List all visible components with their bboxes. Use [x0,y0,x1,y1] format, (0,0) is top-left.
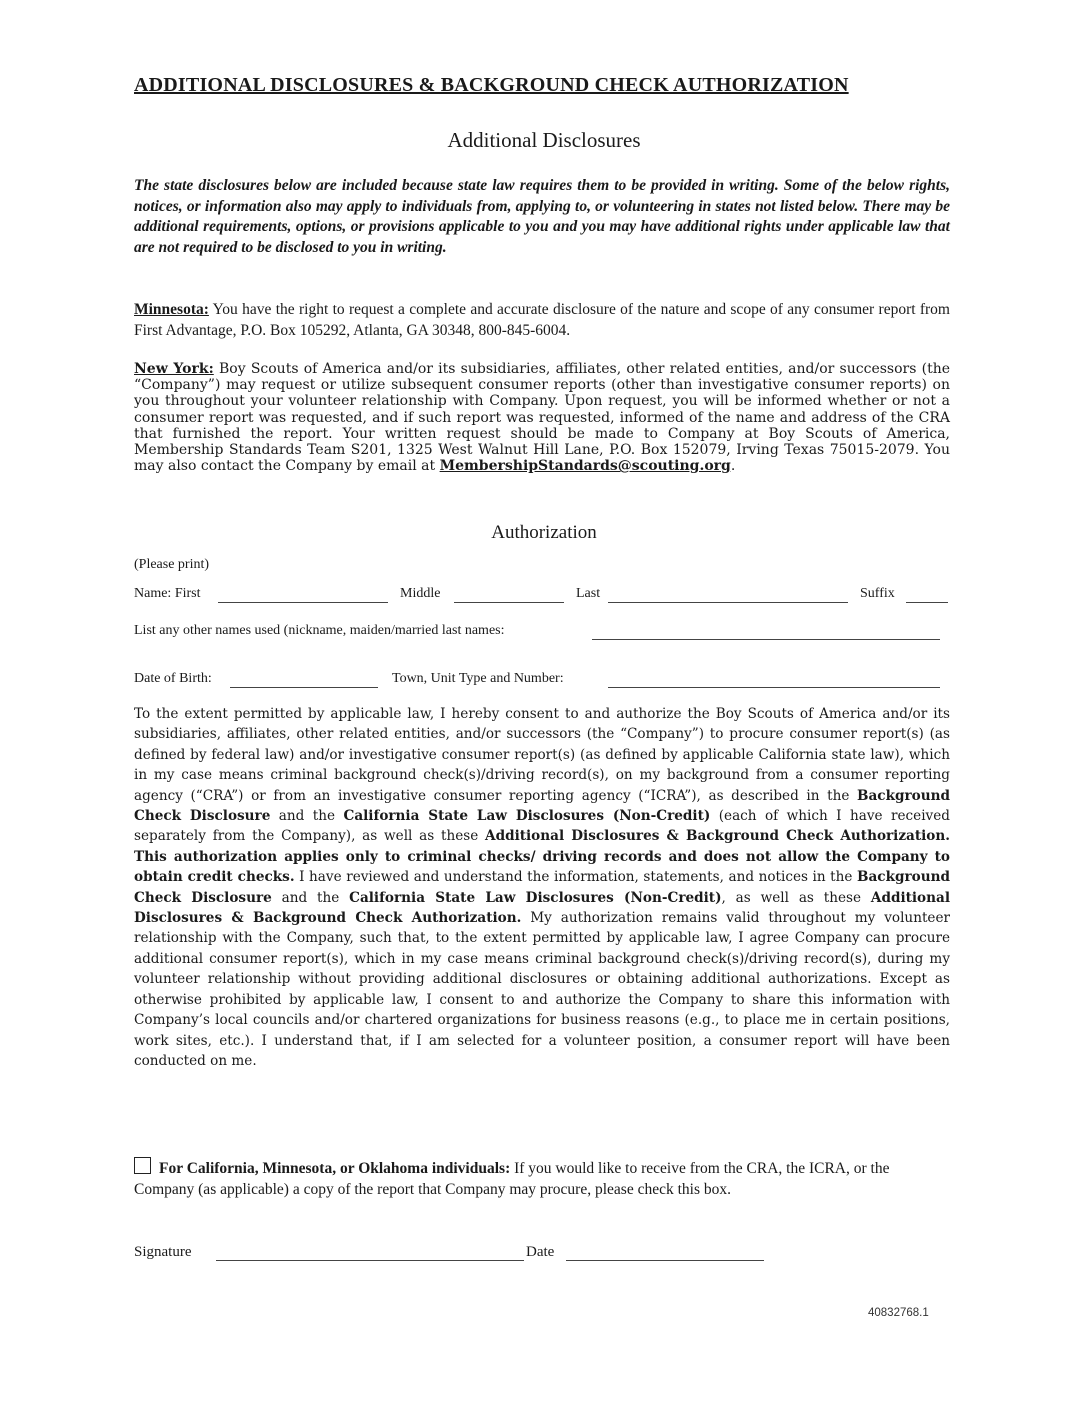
other-names-label: List any other names used (nickname, maiden/married last names: [134,623,505,638]
please-print-row [134,555,950,579]
new-york-end: . [730,458,736,475]
dob-label: Date of Birth: [134,671,212,686]
authorization-heading: Authorization [491,522,597,543]
consent-paragraph [134,704,950,1071]
document-id: 40832768.1 [868,1307,929,1319]
consent-bold-7: Additional Disclosures & Background Check Authorization. [134,889,950,927]
first-name-field[interactable] [218,586,388,603]
town-unit-label: Town, Unit Type and Number: [392,671,564,686]
disclosures-heading: Additional Disclosures [447,128,641,152]
dob-field[interactable] [230,671,378,688]
other-names-field[interactable] [592,623,940,640]
date-label: Date [526,1244,555,1260]
middle-name-label: Middle [400,586,441,601]
consent-text-5: I have reviewed and understand the information, statements, and notices in the [294,869,857,886]
consent-text-3: (each of which I have received separately from the Company), as well as these [134,808,950,845]
signature-row [134,1242,834,1266]
consent-bold-5: Background Check Disclosure [134,869,950,906]
document-title: ADDITIONAL DISCLOSURES & BACKGROUND CHECK AUTHORIZATION [134,74,849,96]
report-copy-checkbox[interactable] [134,1157,151,1174]
consent-bold-6: California State Law Disclosures (Non-Credit) [349,889,722,906]
checkbox-text: If you would like to receive from the CRA, the ICRA, or the Company (as applicable) a copy of the report that Company may procure, please check this box. [134,1160,890,1198]
consent-bold-1: Background Check Disclosure [134,787,950,825]
consent-text-8: My authorization remains valid throughout my volunteer relationship with the Company, such that, to the extent permitted by applicable law, I agree Company can procure additional consumer report(s), which in my case means criminal background check(s)/driving record(s), during my volunteer relationship without providing additional disclosures or obtaining additional authorizations. Except as otherwise prohibited by applicable law, I consent to and authorize the Company to share this information with Company’s local councils and/or chartered organizations for business reasons (e.g., to place me in certain positions, work sites, etc.). I understand that, if I am selected for a volunteer position, a consumer report will have been conducted on me. [134,910,950,1069]
intro-paragraph: The state disclosures below are included because state law requires them to be provided in writing. Some of the below rights, notices, or information also may apply to individuals from, applying to, or volunteering in states not listed below. There may be additional requirements, options, or provisions applicable to you and you may have additional rights under applicable law that are not required to be disclosed to you in writing. [134,177,950,256]
minnesota-text: You have the right to request a complete and accurate disclosure of the nature and scope of any consumer report from First Advantage, P.O. Box 105292, Atlanta, GA 30348, 800-845-6004. [134,301,950,339]
suffix-field[interactable] [906,586,948,603]
checkbox-bold-label: For California, Minnesota, or Oklahoma individuals: [159,1160,511,1177]
consent-bold-4: This authorization applies only to criminal checks/ driving records and does not allow the Company to obtain credit checks. [134,848,950,886]
consent-text-7: , as well as these [721,889,871,906]
suffix-label: Suffix [860,586,895,601]
signature-label: Signature [134,1244,192,1260]
last-name-field[interactable] [608,586,848,603]
last-name-label: Last [576,586,601,601]
please-print-label: (Please print) [134,557,210,572]
other-names-row [134,621,950,645]
signature-field[interactable] [216,1244,524,1261]
consent-text-6: and the [271,889,350,906]
middle-name-field[interactable] [454,586,564,603]
consent-bold-3: Additional Disclosures & Background Check Authorization. [485,828,950,845]
report-copy-option [134,1157,924,1200]
minnesota-label: Minnesota: [134,301,209,318]
birth-town-row [134,669,950,693]
first-name-label: Name: First [134,586,201,601]
minnesota-disclosure [134,299,950,341]
new-york-disclosure [134,361,950,474]
date-field[interactable] [566,1244,764,1261]
email-link[interactable]: MembershipStandards@scouting.org [439,458,731,475]
consent-bold-2: California State Law Disclosures (Non-Credit) [343,808,711,825]
consent-text-2: and the [270,808,344,825]
town-unit-field[interactable] [608,671,940,688]
name-row [134,584,950,608]
new-york-text: Boy Scouts of America and/or its subsidiaries, affiliates, other related entities, and/or successors (the “Company”) may request or utilize subsequent consumer reports (other than investigative consumer reports) on you throughout your volunteer relationship with Company. Upon request, you will be informed whether or not a consumer report was requested, and if such report was requested, informed of the name and address of the CRA that furnished the report. Your written request should be made to Company at Boy Scouts of America, Membership Standards Team S201, 1325 West Walnut Hill Lane, P.O. Box 152079, Irving Texas 75015-2079. You may also contact the Company by email at [134,361,950,475]
consent-text-1: To the extent permitted by applicable law, I hereby consent to and authorize the Boy Scouts of America and/or its subsidiaries, affiliates, other related entities, and/or successors (the “Company”) to procure consumer report(s) (as defined by federal law) and/or investigative consumer report(s) (as defined by applicable California state law), which in my case means criminal background check(s)/driving record(s), on my background from a consumer reporting agency (“CRA”) or from an investigative consumer reporting agency (“ICRA”), as described in the [134,706,950,804]
new-york-label: New York: [134,361,214,377]
